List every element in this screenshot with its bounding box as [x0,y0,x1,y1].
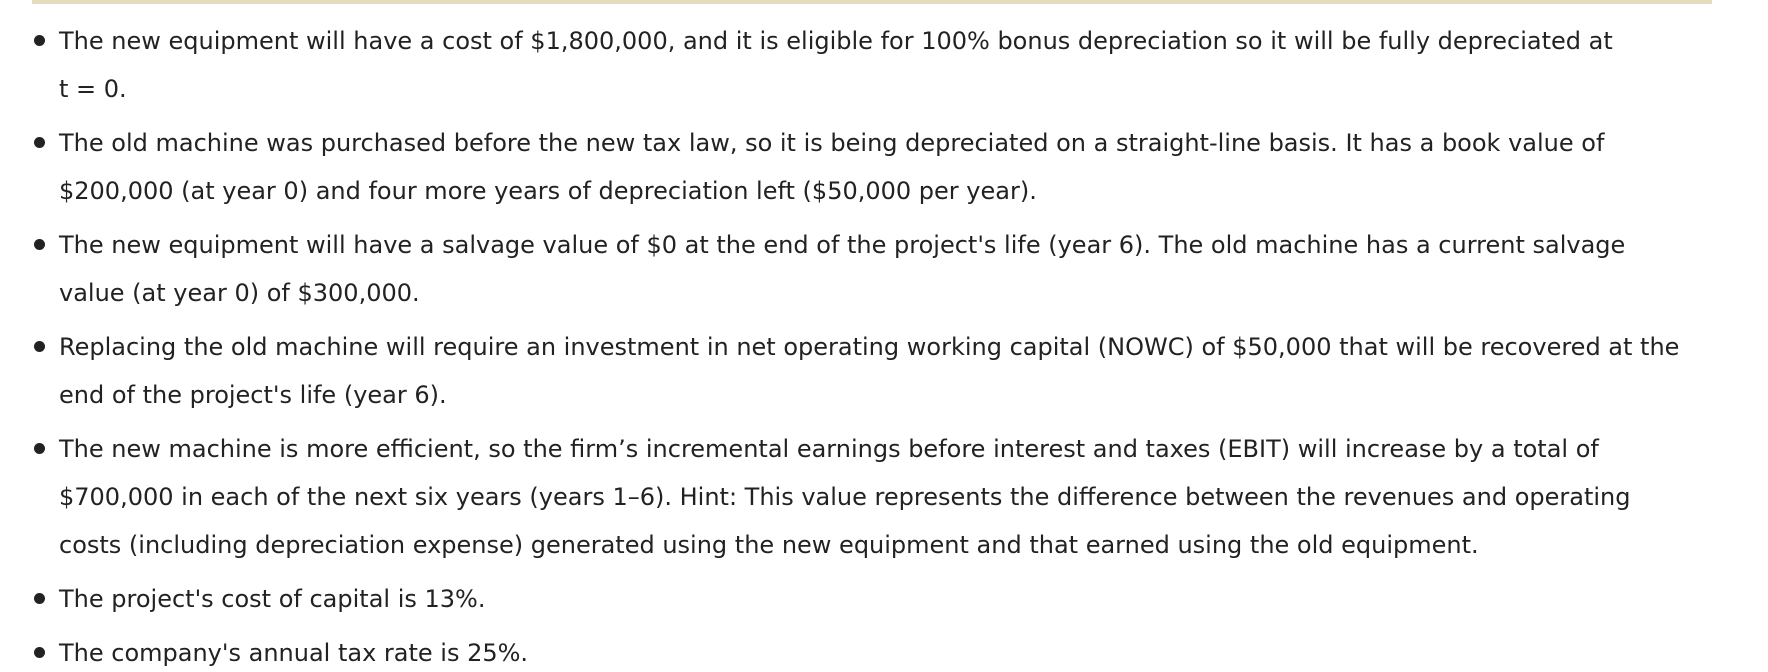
list-item-cost-of-capital [0,575,1768,623]
bullet-icon [34,239,45,250]
list-item-nowc [0,323,1768,419]
list-item-salvage-values [0,221,1768,317]
item-text-line: end of the project's life (year 6). [59,381,447,409]
list-item-equipment-cost [0,17,1768,113]
item-text-line: The new machine is more efficient, so the firm’s incremental earnings before interest and taxes (EBIT) will increase by a total of [59,435,1599,463]
item-text-line: value (at year 0) of $300,000. [59,279,420,307]
item-text-line: The old machine was purchased before the new tax law, so it is being depreciated on a straight-line basis. It has a book value of [59,129,1605,157]
bullet-icon [34,35,45,46]
item-text-line: costs (including depreciation expense) generated using the new equipment and that earned using the old equipment. [59,531,1479,559]
item-text-line: t = 0. [59,75,127,103]
item-text-line: $700,000 in each of the next six years (years 1–6). Hint: This value represents the difference between the revenues and operating [59,483,1631,511]
list-item-old-machine-depreciation [0,119,1768,215]
bullet-icon [34,647,45,658]
bullet-icon [34,593,45,604]
item-text-line: The company's annual tax rate is 25%. [59,639,529,667]
bullet-icon [34,341,45,352]
bullet-icon [34,443,45,454]
bullet-icon [34,137,45,148]
item-text-line: $200,000 (at year 0) and four more years of depreciation left ($50,000 per year). [59,177,1037,205]
item-text-line: The new equipment will have a cost of $1,800,000, and it is eligible for 100% bonus depreciation so it will be fully depreciated at [59,27,1613,55]
item-text-line: The project's cost of capital is 13%. [59,585,486,613]
item-text-line: Replacing the old machine will require an investment in net operating working capital (NOWC) of $50,000 that will be recovered at the [59,333,1680,361]
list-item-tax-rate [0,629,1768,672]
list-item-ebit [0,425,1768,569]
item-text-line: The new equipment will have a salvage value of $0 at the end of the project's life (year 6). The old machine has a current salvage [59,231,1626,259]
